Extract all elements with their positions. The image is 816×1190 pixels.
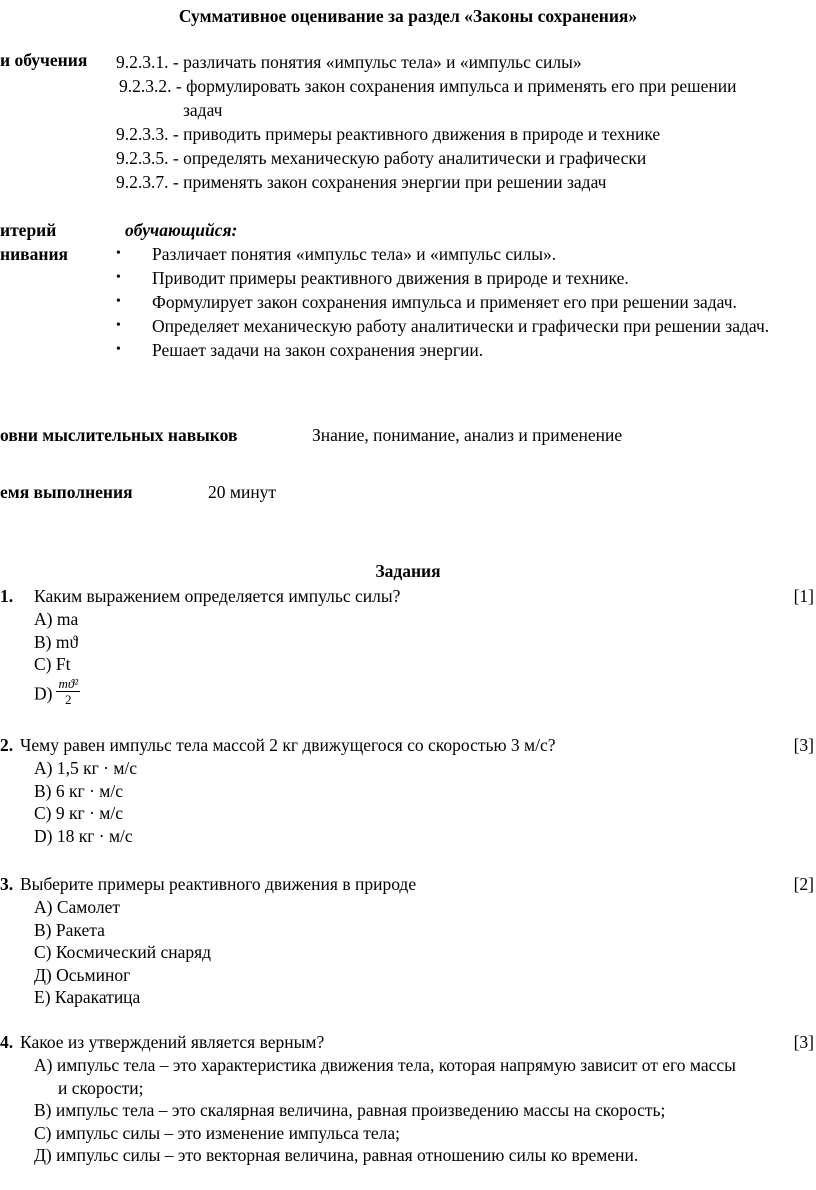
bullet-icon: • (116, 270, 121, 285)
criteria-list (110, 242, 816, 362)
bullet-icon: • (116, 246, 121, 261)
question-number: 4. (0, 1032, 14, 1052)
criteria-text: Различает понятия «импульс тела» и «импульс силы». (152, 244, 557, 264)
objective-item: 9.2.3.5. - определять механическую работу аналитически и графически (116, 148, 647, 168)
criteria-item (110, 338, 816, 362)
answer-option: Е) Каракатица (34, 987, 141, 1007)
answer-option: A) ma (34, 609, 79, 629)
criteria-label-line: нивания (0, 244, 69, 264)
criteria-head: обучающийся: (125, 220, 238, 240)
fraction (56, 676, 80, 707)
question-2 (0, 733, 816, 847)
bullet-icon: • (116, 318, 121, 333)
question-1 (0, 584, 816, 711)
fraction-denominator: 2 (65, 691, 72, 707)
question-score: [3] (793, 1032, 814, 1052)
time-value: 20 минут (208, 482, 277, 502)
answer-option (0, 675, 816, 711)
criteria-item (110, 242, 816, 266)
question-text: Каким выражением определяется импульс силы? (34, 586, 401, 606)
answer-option-continuation: и скорости; (58, 1077, 144, 1098)
question-3 (0, 872, 816, 1009)
objective-item: 9.2.3.7. - применять закон сохранения энергии при решении задач (116, 172, 607, 192)
answer-option: С) Космический снаряд (34, 942, 212, 962)
criteria-item (110, 314, 816, 338)
answer-option: C) 9 кг · м/с (34, 803, 123, 823)
criteria-item (110, 266, 816, 290)
question-number: 2. (0, 735, 14, 755)
time-label: емя выполнения (0, 482, 133, 502)
assessment-criteria (110, 218, 816, 362)
fraction-numerator: mϑ² (58, 675, 79, 691)
question-number: 3. (0, 874, 14, 894)
answer-option: B) 6 кг · м/с (34, 780, 123, 801)
criteria-label-line: итерий (0, 220, 57, 240)
question-4 (0, 1030, 816, 1167)
document-title: Суммативное оценивание за раздел «Законы сохранения» (178, 6, 638, 26)
objective-item: 9.2.3.2. - формулировать закон сохранения импульса и применять его при решении (119, 76, 737, 96)
question-score: [1] (793, 586, 814, 606)
option-prefix: D) (34, 683, 53, 704)
criteria-label (0, 218, 68, 266)
question-score: [2] (793, 874, 814, 894)
objective-item-continuation: задач (183, 100, 223, 120)
answer-option: Д) Осьминог (34, 964, 131, 985)
objective-item: 9.2.3.3. - приводить примеры реактивного движения в природе и технике (116, 124, 661, 144)
question-text: Выберите примеры реактивного движения в природе (20, 874, 417, 894)
answer-option: Д) импульс силы – это векторная величина, равная отношению силы ко времени. (34, 1145, 639, 1165)
question-text: Какое из утверждений является верным? (20, 1032, 325, 1052)
thinking-levels-value: Знание, понимание, анализ и применение (312, 425, 623, 445)
thinking-levels-label: овни мыслительных навыков (0, 425, 238, 445)
criteria-text: Определяет механическую работу аналитически и графически при решении задач. (152, 316, 770, 336)
learning-objectives (116, 50, 737, 194)
criteria-text: Приводит примеры реактивного движения в природе и технике. (152, 268, 629, 288)
answer-option: С) импульс силы – это изменение импульса тела; (34, 1122, 400, 1143)
question-score: [3] (793, 735, 814, 755)
answer-option: В) импульс тела – это скалярная величина, равная произведению массы на скорость; (34, 1100, 666, 1120)
answer-option: A) 1,5 кг · м/с (34, 758, 138, 778)
criteria-text: Формулирует закон сохранения импульса и применяет его при решении задач. (152, 292, 737, 312)
bullet-icon: • (116, 294, 121, 309)
criteria-item (110, 290, 816, 314)
answer-option: D) 18 кг · м/с (34, 825, 133, 846)
criteria-text: Решает задачи на закон сохранения энергии. (152, 340, 484, 360)
answer-option: B) mϑ (34, 631, 79, 652)
objective-item: 9.2.3.1. - различать понятия «импульс тела» и «импульс силы» (116, 52, 582, 72)
goals-label: и обучения (0, 50, 88, 70)
answer-option: А) импульс тела – это характеристика движения тела, которая напрямую зависит от его массы (34, 1055, 736, 1075)
bullet-icon: • (116, 342, 121, 357)
question-number: 1. (0, 586, 14, 606)
tasks-title: Задания (375, 561, 441, 581)
answer-option: C) Ft (34, 654, 71, 674)
answer-option: В) Ракета (34, 919, 105, 940)
answer-option: А) Самолет (34, 897, 121, 917)
question-text: Чему равен импульс тела массой 2 кг движущегося со скоростью 3 м/с? (20, 735, 556, 755)
